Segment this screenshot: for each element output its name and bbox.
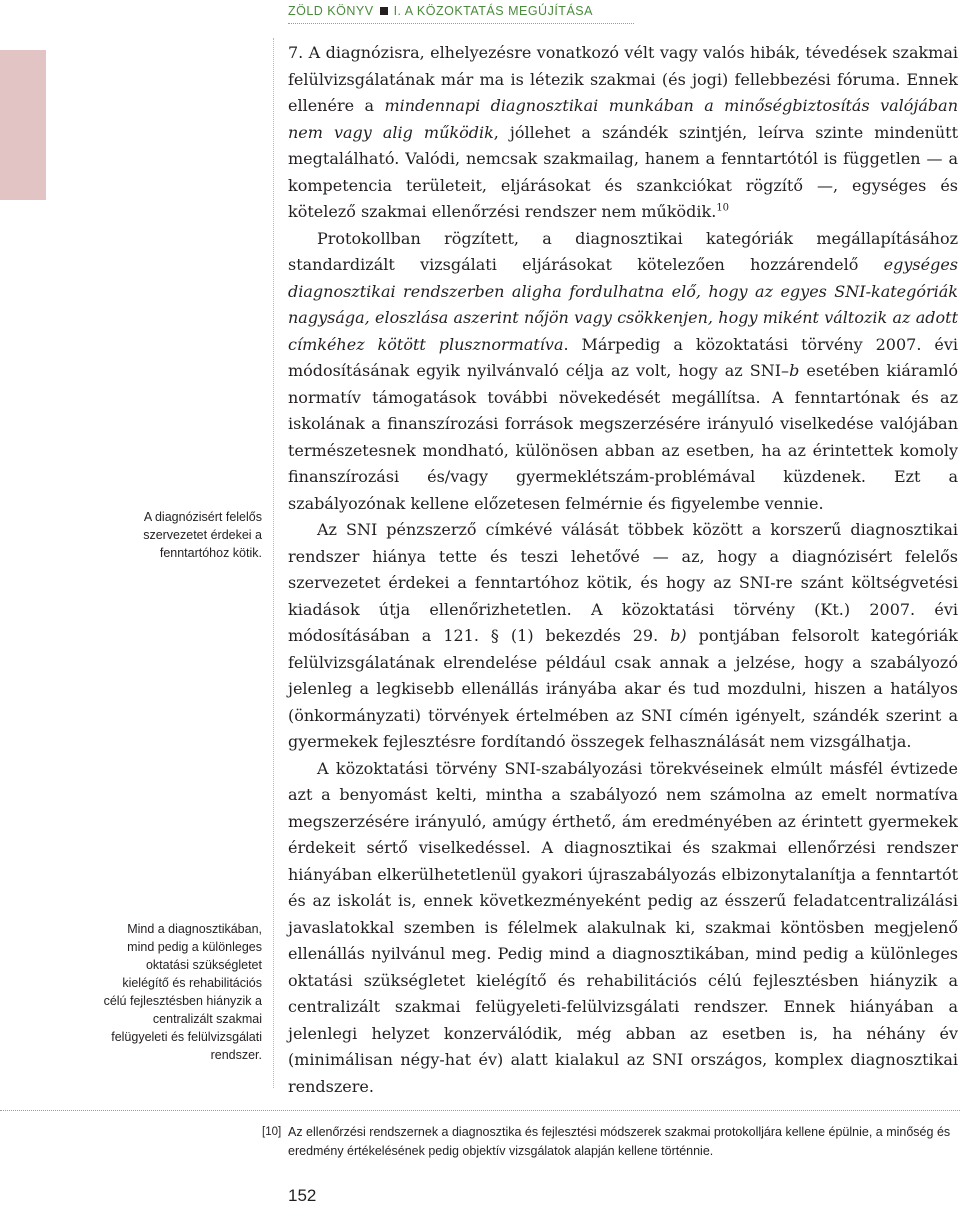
book-title: ZÖLD KÖNYV bbox=[288, 4, 374, 18]
page-number: 152 bbox=[288, 1186, 317, 1205]
chapter-tab bbox=[0, 50, 46, 200]
text-run: Protokollban rögzített, a diagnosztikai kategóriák megállapításához standardizált vizsgálati eljárásokat kötelezően hozzárendelő bbox=[288, 228, 958, 274]
footnote-ref[interactable]: 10 bbox=[716, 202, 730, 214]
italic-run: mindennapi diagnosztikai munkában a minőségbiztosítás valójában nem vagy alig működik bbox=[288, 96, 958, 142]
text-run: 7. A diagnózisra, elhelyezésre vonatkozó vélt vagy valós hibák, tévedések szakmai felülvizsgálatának már ma is létezik szakmai (és jogi) fellebbezési fóruma. Ennek ellenére a bbox=[288, 43, 958, 115]
chapter-title: I. A KÖZOKTATÁS MEGÚJÍTÁSA bbox=[393, 4, 593, 18]
paragraph bbox=[288, 226, 958, 518]
square-bullet-icon bbox=[380, 7, 388, 15]
footnote-text: Az ellenőrzési rendszernek a diagnosztika és fejlesztési módszerek szakmai protokolljára kellene épülnie, a minőség és eredmény értékelésének pedig objektív vizsgálatok alapján kellene történnie. bbox=[288, 1125, 951, 1158]
italic-run: egységes diagnosztikai rendszerben aligha fordulhatna elő, hogy az egyes SNI-kategóriák nagysága, eloszlása aszerint nőjön vagy csökkenjen, hogy miként változik az adott címkéhez kötött plusznormatíva bbox=[288, 255, 958, 354]
running-head bbox=[288, 4, 593, 18]
text-run: , jóllehet a szándék szintjén, leírva szinte mindenütt megtalálható. Valódi, nemcsak szakmailag, hanem a fenntartótól is független — a kompetencia területeit, eljárásokat és szankciókat rögzítő —, egységes és kötelező szakmai ellenőrzési rendszer nem működik. bbox=[288, 122, 959, 221]
text-run: . Márpedig a közoktatási törvény 2007. évi módosításának egyik nyilvánvaló célja az volt, hogy az SNI– bbox=[288, 334, 958, 380]
column-divider bbox=[273, 38, 274, 1088]
margin-note: A diagnózisért felelős szervezetet érdekei a fenntartóhoz kötik. bbox=[143, 510, 262, 560]
text-run: esetében kiáramló normatív támogatások további növekedését megállítsa. A fenntartónak és az iskolának a finanszírozási források megszerzésére irányuló viselkedése valójában természetesnek mondható, különösen abban az esetben, ha az érintettek komoly finanszírozási és/vagy gyermeklétszám-problémával küzdenek. Ezt a szabályozónak kellene előzetesen felmérnie és figyelembe vennie. bbox=[288, 361, 958, 513]
footnote-number: [10] bbox=[262, 1126, 282, 1138]
main-text bbox=[288, 40, 958, 1100]
italic-run: b) bbox=[670, 626, 687, 645]
paragraph: A közoktatási törvény SNI-szabályozási törekvéseinek elmúlt másfél évtizede azt a benyomást kelti, mintha a szabályozó nem számolna az emelt normatíva megszerzésére irányuló, amúgy érthető, ám eredményében az érintett gyermekek érdekeit sértő viselkedéssel. A diagnosztikai és szakmai ellenőrzési rendszer hiányában elkerülhetetlenül gyakori újraszabályozás elbizonytalanítja a fenntartót és az iskolát is, ennek következményeként pedig az ésszerű feladatcentralizálási javaslatokkal szemben is félelmek alakulnak ki, szakmai köntösben megjelenő ellenállás nyilvánul meg. Pedig mind a diagnosztikában, mind pedig a különleges oktatási szükségletet kielégítő és rehabilitációs célú fejlesztésben hiányzik a centralizált szakmai felügyeleti-felülvizsgálati rendszer. Ennek hiányában a jelenlegi helyzet konzerválódik, még abban az esetben is, ha néhány év (minimálisan négy-hat év) alatt kialakul az SNI országos, komplex diagnosztikai rendszere. bbox=[288, 758, 958, 1096]
paragraph bbox=[288, 40, 958, 226]
text-run: pontjában felsorolt kategóriák felülvizsgálatának elrendelése például csak annak a jelzése, hogy a szabályozó jelenleg a legkisebb ellenállás irányába akar és tud mozdulni, hiszen a hatályos (önkormányzati) törvények értelmében az SNI címén igényelt, szándék szerint a gyermekek fejlesztésre fordítandó összegek felhasználását nem vizsgálhatja. bbox=[288, 626, 958, 751]
italic-run: b bbox=[789, 361, 800, 380]
footnote-rule bbox=[0, 1110, 960, 1111]
text-run: Az SNI pénzszerző címkévé válását többek között a korszerű diagnosztikai rendszer hiánya tette és teszi lehetővé — az, hogy a diagnózisért felelős szervezetet érdekei a fenntartóhoz kötik, és hogy az SNI-re szánt költségvetési kiadások útja ellenőrizhetetlen. A közoktatási törvény (Kt.) 2007. évi módosításában a 121. § (1) bekezdés 29. bbox=[288, 520, 958, 645]
paragraph bbox=[288, 517, 958, 756]
header-rule bbox=[288, 23, 634, 24]
margin-note: Mind a diagnosztikában, mind pedig a különleges oktatási szükségletet kielégítő és rehabilitációs célú fejlesztésben hiányzik a centralizált szakmai felügyeleti és felülvizsgálati rendszer. bbox=[103, 922, 262, 1062]
